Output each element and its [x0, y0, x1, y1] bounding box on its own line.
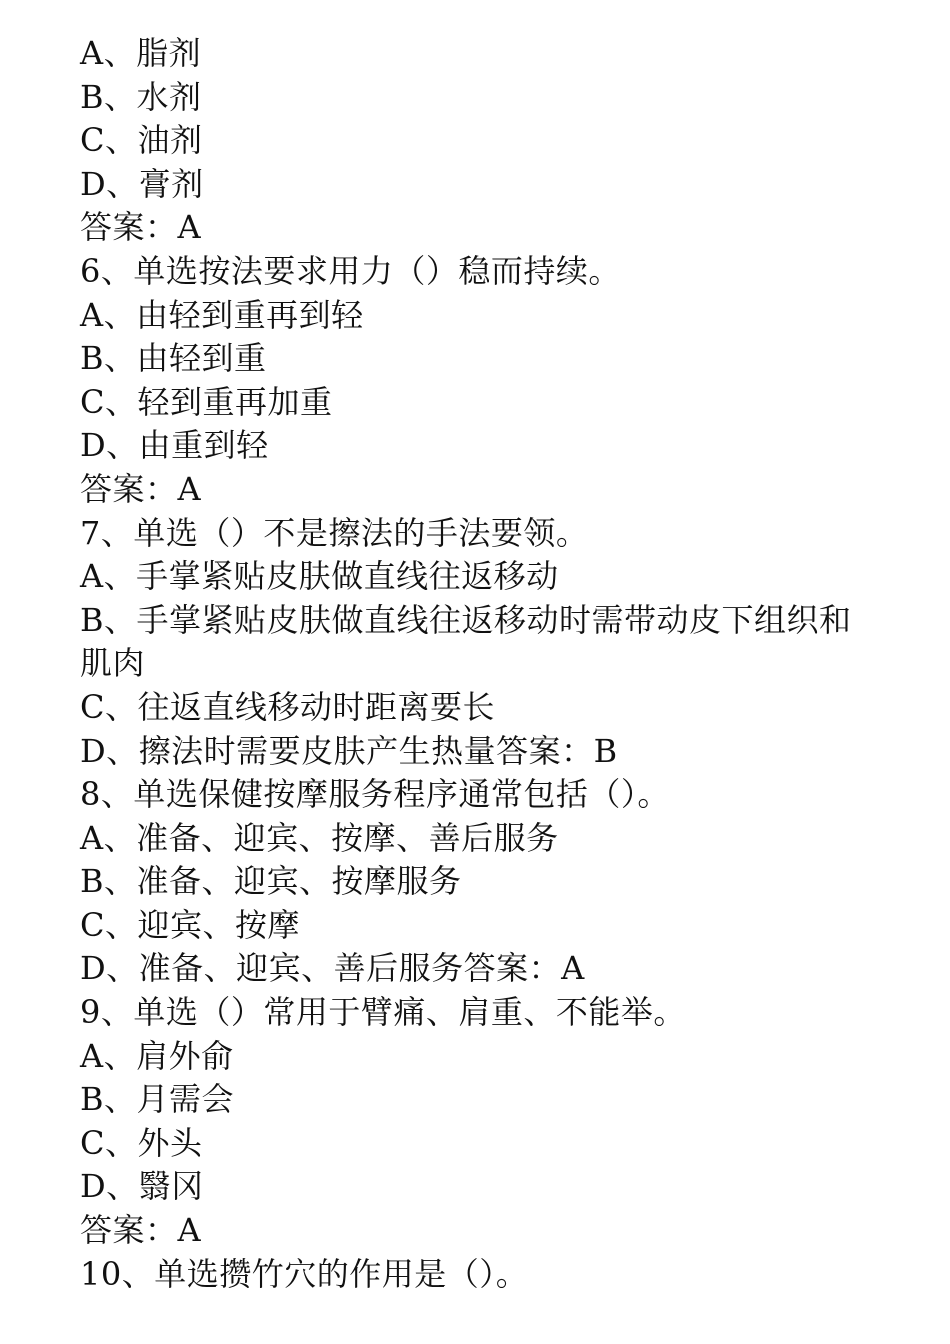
option-d-q9: D、翳冈 [80, 1167, 204, 1206]
option-b-q8: B、准备、迎宾、按摩服务 [80, 862, 462, 901]
option-d-q6: D、由重到轻 [80, 426, 269, 465]
question-10: 10、单选攒竹穴的作用是（）。 [80, 1254, 529, 1293]
question-9: 9、单选（）常用于臂痛、肩重、不能举。 [80, 993, 686, 1032]
document-page [80, 32, 880, 1296]
option-d-q5: D、膏剂 [80, 164, 204, 203]
option-d-q7-with-answer: D、擦法时需要皮肤产生热量答案：B [80, 731, 618, 770]
option-d-q8-with-answer: D、准备、迎宾、善后服务答案：A [80, 949, 585, 988]
option-a-q6: A、由轻到重再到轻 [80, 295, 364, 334]
option-a-q8: A、准备、迎宾、按摩、善后服务 [80, 818, 559, 857]
option-c-q7: C、往返直线移动时距离要长 [80, 687, 495, 726]
answer-q5: 答案：A [80, 208, 202, 247]
option-b-q6: B、由轻到重 [80, 339, 267, 378]
option-a-q7: A、手掌紧贴皮肤做直线往返移动 [80, 557, 559, 596]
option-b-q7: B、手掌紧贴皮肤做直线往返移动时需带动皮下组织和 [80, 600, 852, 639]
answer-q6: 答案：A [80, 469, 202, 508]
question-8: 8、单选保健按摩服务程序通常包括（）。 [80, 775, 670, 814]
question-7: 7、单选（）不是擦法的手法要领。 [80, 513, 589, 552]
option-b-q7-continued: 肌肉 [80, 644, 146, 683]
option-c-q6: C、轻到重再加重 [80, 382, 333, 421]
option-b-q9: B、月需会 [80, 1080, 235, 1119]
option-a-q5: A、脂剂 [80, 34, 202, 72]
question-6: 6、单选按法要求用力（）稳而持续。 [80, 251, 621, 290]
option-c-q9: C、外头 [80, 1123, 203, 1162]
option-a-q9: A、肩外俞 [80, 1036, 234, 1075]
option-c-q5: C、油剂 [80, 121, 203, 160]
option-c-q8: C、迎宾、按摩 [80, 905, 300, 944]
answer-q9: 答案：A [80, 1211, 202, 1250]
option-b-q5: B、水剂 [80, 77, 202, 116]
